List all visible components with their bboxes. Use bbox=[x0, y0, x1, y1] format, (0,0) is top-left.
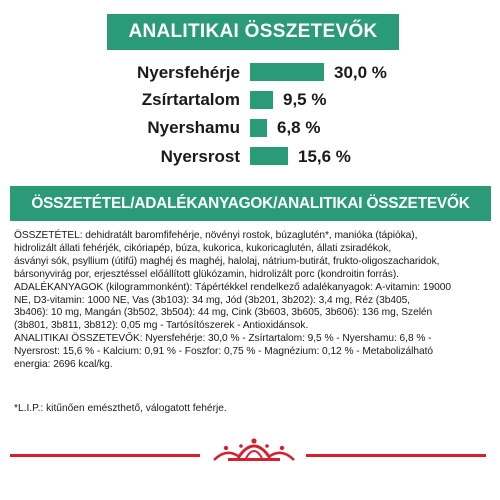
composition-text: ÖSSZETÉTEL: dehidratált baromfifehérje, növényi rostok, búzaglutén*, manióka (tápióka), hidrolizált állati fehérjék, cikóriapép, búza, kukorica, kukoricaglutén, állati zsiradékok, ásványi sók, psyllium (útifű) maghéj és maghéj, halolaj, nátrium-butirát, frukto-oligoszacharidok, bársonyvirág por, erjesztéssel előállított glükózamin, hidrolizált porc (kondroitin forrás). ADALÉKANYAGOK (kilogrammonként): Tápértékkel rendelkező adalékanyagok: A-vitamin: 19000 NE, D3-vitamin: 1000 NE, Vas (3b103): 34 mg, Jód (3b201, 3b202): 3,4 mg, Réz (3b405, 3b406): 10 mg, Mangán (3b502, 3b504): 44 mg, Cink (3b603, 3b605, 3b606): 136 mg, Szelén (3b801, 3b811, 3b812): 0,05 mg - Tartósítószerek - Antioxidánsok. ANALITIKAI ÖSSZETEVŐK: Nyersfehérje: 30,0 % - Zsírtartalom: 9,5 % - Nyershamu: 6,8 % - Nyersrost: 15,6 % - Kalcium: 0,91 % - Foszfor: 0,75 % - Magnézium: 0,12 % - Metabolizálható energia: 2696 kcal/kg. bbox=[14, 230, 451, 371]
composition-header bbox=[10, 186, 491, 221]
nutrient-row-protein bbox=[100, 62, 240, 84]
nutrient-bar bbox=[250, 147, 288, 165]
nutrient-value: 30,0 % bbox=[334, 63, 387, 82]
composition-header-title: ÖSSZETÉTEL/ADALÉKANYAGOK/ANALITIKAI ÖSSZETEVŐK bbox=[31, 194, 470, 212]
brand-divider-left bbox=[10, 454, 200, 457]
nutrient-bar bbox=[250, 119, 267, 137]
nutrient-value: 6,8 % bbox=[277, 118, 321, 137]
footnote: *L.I.P.: kitűnően emészthető, válogatott fehérje. bbox=[14, 403, 227, 414]
nutrient-row-fibre bbox=[100, 146, 240, 168]
nutrient-bar bbox=[250, 63, 324, 81]
nutrient-value: 15,6 % bbox=[298, 147, 351, 166]
nutrient-bar bbox=[250, 91, 273, 109]
royal-canin-crown-icon bbox=[208, 436, 300, 462]
nutrient-label: Zsírtartalom bbox=[141, 90, 240, 109]
analytical-header bbox=[107, 14, 399, 50]
nutrient-row-fat bbox=[100, 89, 240, 111]
analytical-header-title: ANALITIKAI ÖSSZETEVŐK bbox=[128, 21, 378, 42]
nutrient-label: Nyersfehérje bbox=[136, 63, 240, 82]
brand-divider-right bbox=[306, 454, 486, 457]
nutrient-label: Nyershamu bbox=[147, 118, 240, 137]
nutrient-value: 9,5 % bbox=[283, 90, 327, 109]
nutrient-row-ash bbox=[100, 117, 240, 139]
nutrient-label: Nyersrost bbox=[160, 147, 240, 166]
